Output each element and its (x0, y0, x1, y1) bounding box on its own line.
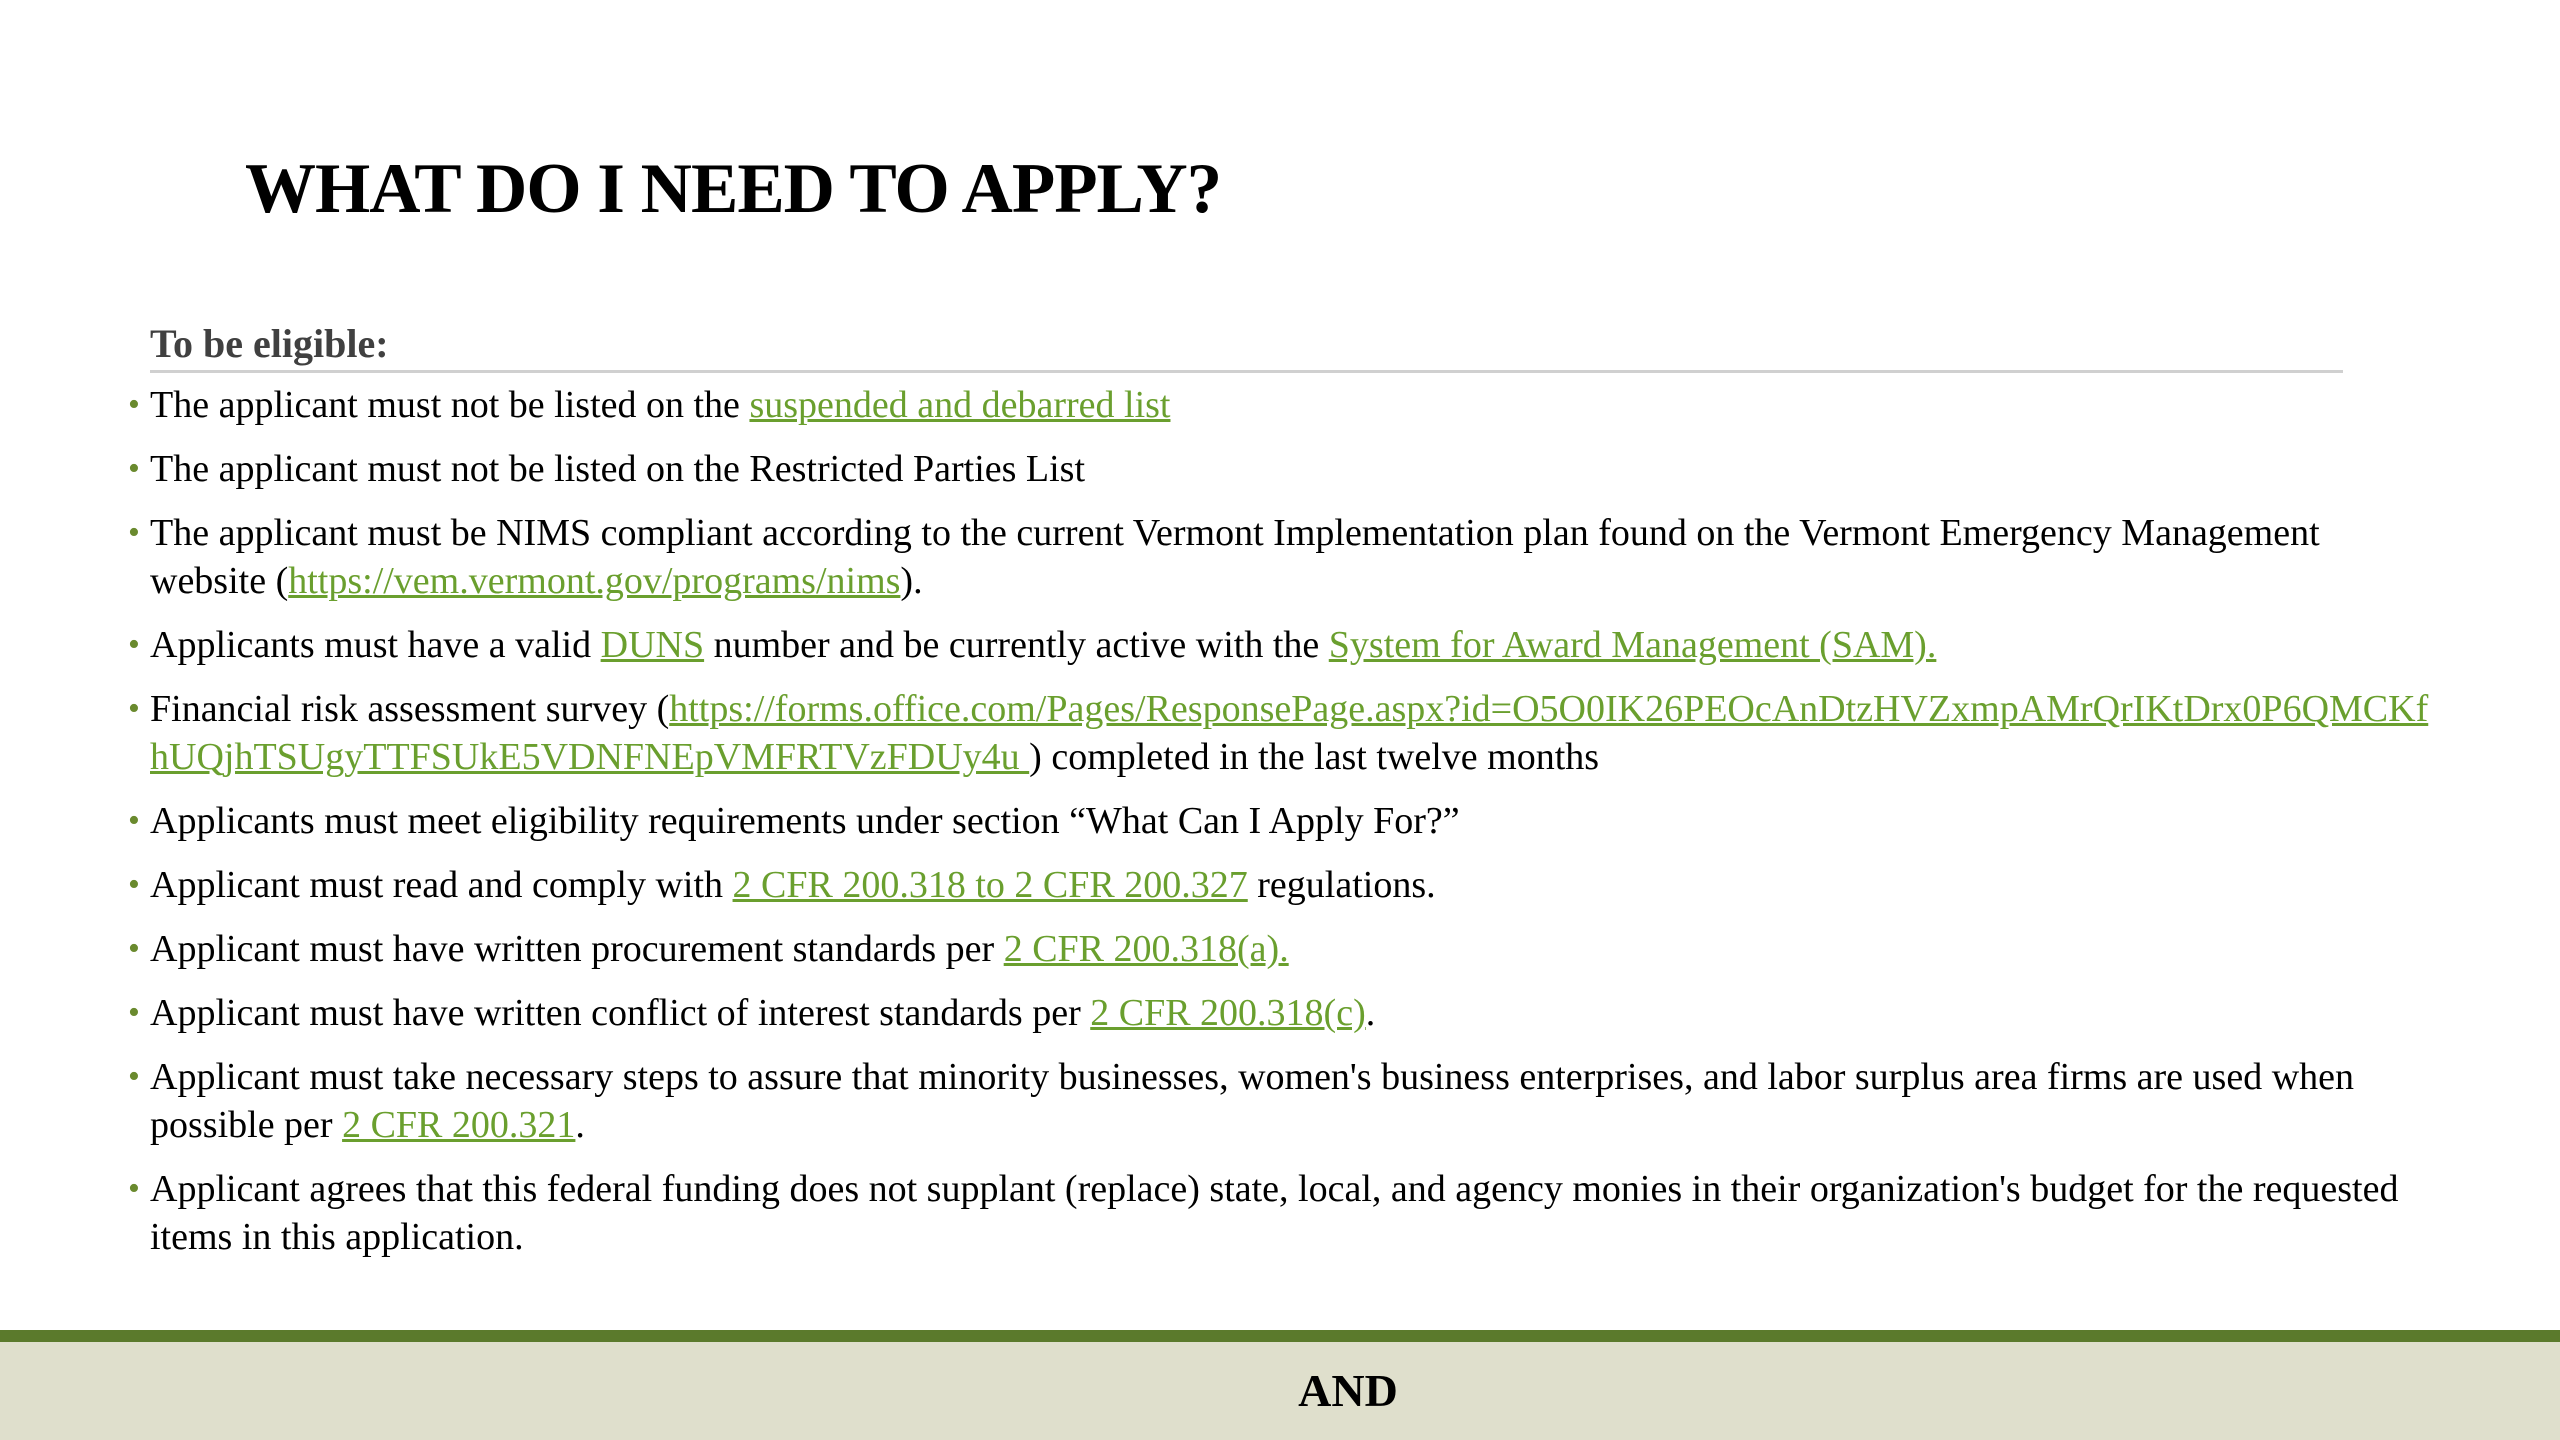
criterion-text-end: ). (900, 560, 923, 602)
bullet-icon: • (128, 1058, 140, 1095)
bullet-icon: • (128, 866, 140, 903)
criterion-text: Applicant must have written procurement standards per (150, 928, 1004, 970)
criterion-text: Applicant must have written conflict of interest standards per (150, 992, 1091, 1034)
criterion-restricted-parties (128, 445, 2430, 493)
criterion-text-end: . (1365, 992, 1376, 1034)
cfr-200-321-link[interactable]: 2 CFR 200.321 (342, 1104, 576, 1146)
cfr-200-318a-link[interactable]: 2 CFR 200.318(a). (1003, 928, 1289, 970)
financial-risk-survey-link[interactable]: https://forms.office.com/Pages/ResponsePage.aspx?id=O5O0IK26PEOcAnDtzHVZxmpAMrQrIKtDrx0P6QMCKfhUQjhTSUgyTTFSUkE5VDNFNEpVMFRTVzFDUy4u (150, 688, 2429, 778)
criterion-text: Applicants must meet eligibility requirements under section “What Can I Apply For?” (150, 800, 1460, 842)
sam-link[interactable]: System for Award Management (SAM). (1328, 624, 1937, 666)
eligibility-criteria-list (128, 381, 2430, 1277)
criterion-cfr-regulations (128, 861, 2430, 909)
duns-link[interactable]: DUNS (600, 624, 705, 666)
criterion-text: Applicant must read and comply with (150, 864, 733, 906)
criterion-duns-sam (128, 621, 2430, 669)
criterion-text: Financial risk assessment survey ( (150, 688, 670, 730)
bullet-icon: • (128, 450, 140, 487)
bullet-icon: • (128, 1170, 140, 1207)
slide-title: WHAT DO I NEED TO APPLY? (245, 150, 1222, 228)
criterion-conflict-of-interest (128, 989, 2430, 1037)
criterion-financial-risk-survey (128, 685, 2430, 781)
bullet-icon: • (128, 514, 140, 551)
criterion-text: Applicants must have a valid (150, 624, 601, 666)
criterion-text: The applicant must be NIMS compliant according to the current Vermont Implementation plan found on the Vermont Emergency Management website ( (150, 512, 2320, 602)
criterion-text: The applicant must not be listed on the Restricted Parties List (150, 448, 1086, 490)
cfr-200-318-327-link[interactable]: 2 CFR 200.318 to 2 CFR 200.327 (732, 864, 1248, 906)
criterion-text-end: ) completed in the last twelve months (1029, 736, 1600, 778)
bullet-icon: • (128, 930, 140, 967)
criterion-not-debarred (128, 381, 2430, 429)
footer-and-label: AND (1298, 1365, 1398, 1416)
criterion-text-end: regulations. (1247, 864, 1436, 906)
eligibility-heading: To be eligible: (150, 320, 2343, 373)
bullet-icon: • (128, 690, 140, 727)
criterion-no-supplant (128, 1165, 2430, 1261)
criterion-text-mid: number and be currently active with the (704, 624, 1329, 666)
criterion-text-end: . (575, 1104, 585, 1146)
bullet-icon: • (128, 626, 140, 663)
criterion-text: Applicant agrees that this federal funding does not supplant (replace) state, local, and agency monies in their organization's budget for the requested items in this application. (150, 1168, 2399, 1258)
suspended-debarred-list-link[interactable]: suspended and debarred list (749, 384, 1171, 426)
criterion-nims-compliant (128, 509, 2430, 605)
criterion-what-can-i-apply-for (128, 797, 2430, 845)
bullet-icon: • (128, 386, 140, 423)
criterion-procurement-standards (128, 925, 2430, 973)
criterion-minority-businesses (128, 1053, 2430, 1149)
footer-band (0, 1330, 2560, 1440)
bullet-icon: • (128, 802, 140, 839)
criterion-text: Applicant must take necessary steps to assure that minority businesses, women's business enterprises, and labor surplus area firms are used when possible per (150, 1056, 2354, 1146)
bullet-icon: • (128, 994, 140, 1031)
cfr-200-318c-link[interactable]: 2 CFR 200.318(c) (1090, 992, 1366, 1034)
vem-nims-link[interactable]: https://vem.vermont.gov/programs/nims (288, 560, 901, 602)
criterion-text: The applicant must not be listed on the (150, 384, 750, 426)
